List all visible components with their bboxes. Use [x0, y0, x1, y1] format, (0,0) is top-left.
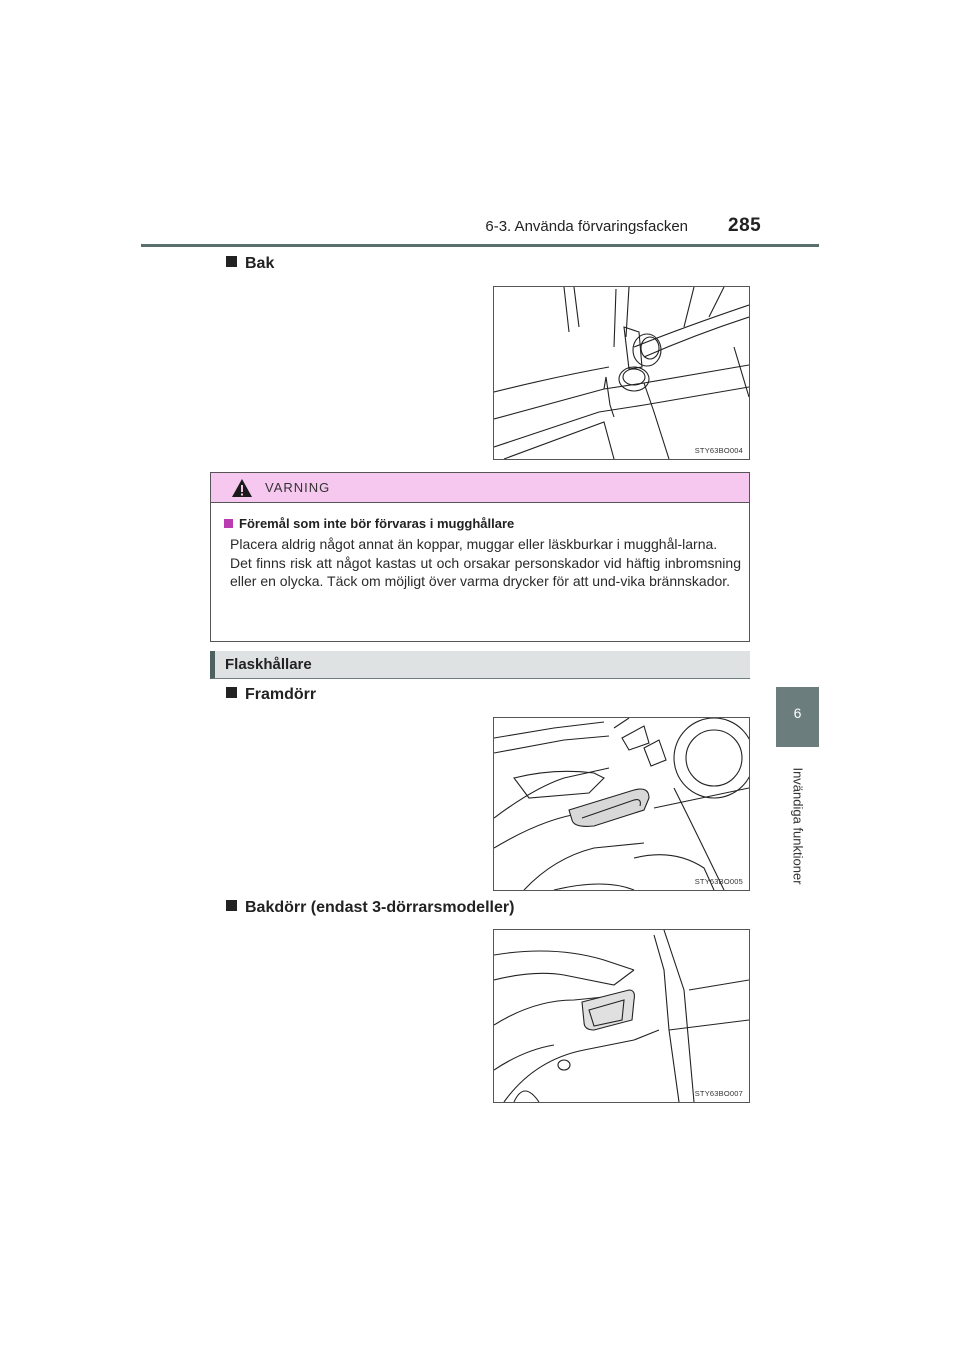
chapter-number: 6 [793, 705, 802, 721]
page-number: 285 [728, 215, 762, 236]
warning-box [210, 472, 750, 642]
bullet-square-icon [226, 687, 237, 698]
figure-code: STY63BO004 [694, 446, 743, 455]
subheading-front-door [226, 686, 316, 704]
subheading-rear-text: Bak [245, 255, 275, 272]
rear-door-illustration [494, 930, 749, 1102]
figure-code: STY63BO007 [694, 1089, 743, 1098]
warning-triangle-icon [231, 478, 253, 498]
warning-paragraph: Det finns risk att något kastas ut och orsakar personskador vid häftig inbromsning eller en olycka. Täck om möjligt över varma drycker för att und-vika brännskador. [230, 554, 741, 589]
warning-body [230, 535, 741, 591]
bullet-square-icon [226, 256, 237, 267]
section-title: Flaskhållare [225, 656, 312, 673]
header-section-title: 6-3. Använda förvaringsfacken [485, 218, 688, 235]
warning-paragraph: Placera aldrig något annat än koppar, muggar eller läskburkar i mugghål-larna. [230, 536, 718, 552]
front-door-illustration [494, 718, 749, 890]
figure-code: STY63BO005 [694, 877, 743, 886]
warning-subheading-text: Föremål som inte bör förvaras i mugghållare [239, 516, 515, 531]
section-heading-band [210, 651, 750, 679]
warning-header [211, 473, 749, 503]
figure-rear-cupholder [493, 286, 750, 460]
warning-subheading [224, 516, 514, 531]
subheading-front-door-text: Framdörr [245, 686, 317, 703]
bullet-square-icon [226, 900, 237, 911]
subheading-rear-door-text: Bakdörr (endast 3-dörrarsmodeller) [245, 899, 515, 916]
warning-title: VARNING [265, 480, 331, 495]
figure-rear-door [493, 929, 750, 1103]
rear-cupholder-illustration [494, 287, 749, 459]
warning-bullet-icon [224, 519, 233, 528]
header-rule [141, 244, 819, 247]
chapter-label-text: Invändiga funktioner [790, 767, 806, 885]
subheading-rear [226, 255, 274, 273]
subheading-rear-door [226, 899, 514, 917]
figure-front-door [493, 717, 750, 891]
